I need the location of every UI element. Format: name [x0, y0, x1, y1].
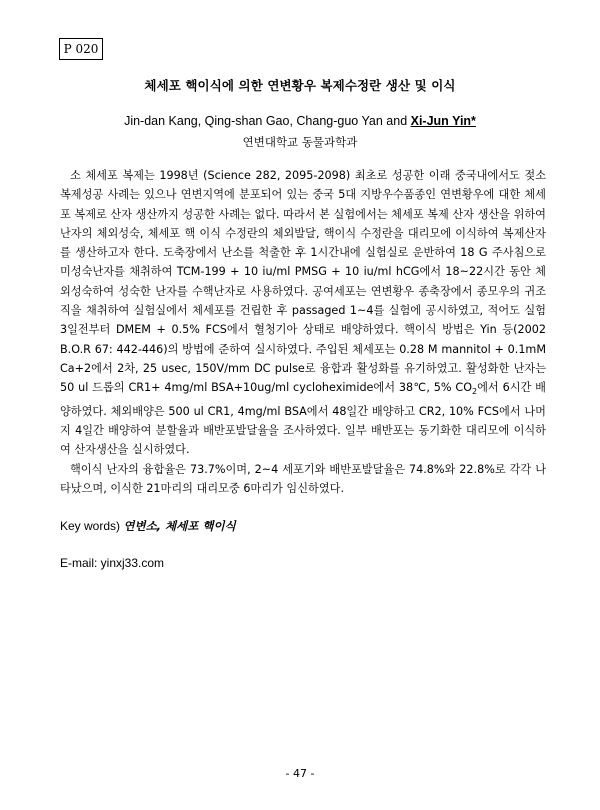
paper-title: 체세포 핵이식에 의한 연변황우 복제수정란 생산 및 이식: [144, 78, 456, 93]
abstract-p1-rest: 에서 6시간 배양하였다. 체외배양은 500 ul CR1, 4mg/ml BSA에서 48일간 배양하고 CR2, 10% FCS에서 나머지 4일간 배양하여 분할율과 배반포발달율을 조사하였다. 일부 배반포는 동기화한 대리모에 이식하여 산자생산을 실시하였다.: [60, 381, 546, 457]
co2-subscript: 2: [472, 387, 478, 397]
keywords-terms: 연변소, 체세포 핵이식: [123, 519, 236, 533]
author-list: [0, 114, 600, 128]
keywords-label: Key words): [60, 519, 124, 533]
abstract-paragraph-1: [60, 166, 546, 460]
keywords-line: [60, 518, 236, 534]
affiliation: 연변대학교 동물과학과: [242, 135, 358, 149]
abstract-body: [60, 166, 546, 498]
authors-main: Jin-dan Kang, Qing-shan Gao, Chang-guo Yan and: [124, 114, 411, 128]
abstract-code-box: P 020: [59, 38, 103, 60]
page-number: - 47 -: [285, 767, 315, 780]
abstract-paragraph-2: 핵이식 난자의 융합율은 73.7%이며, 2~4 세포기와 배반포발달율은 74.8%와 22.8%로 각각 나타났으며, 이식한 21마리의 대리모중 6마리가 임신하였다.: [60, 462, 546, 495]
email-line: E-mail: yinxj33.com: [60, 556, 165, 570]
abstract-p1-text: 소 체세포 복제는 1998년 (Science 282, 2095-2098) 최초로 성공한 이래 중국내에서도 젖소 복제성공 사례는 있으나 연변지역에 분포되어 있는 중국 5대 지방우수품종인 연변황우에 대한 체세포 복제로 산자 생산까지 성공한 사례는 없다. 따라서 본 실험에서는 체세포 복제 산자 생산을 위하여 난자의 체외성숙, 체세포 핵 이식 수정란의 체외발달, 핵이식 수정란을 대리모에 이식하여 복제산자를 생산하고자 한다. 도축장에서 난소를 척출한 후 1시간내에 실험실로 운반하여 18 G 주사침으로 미성숙난자를 채취하여 TCM-199 + 10 iu/ml PMSG + 10 iu/ml hCG에서 18~22시간 동안 체외성숙하여 성숙한 난자를 수핵난자로 사용하였다. 공여세포는 연변황우 종축장에서 종모우의 귀조직을 채취하여 실험실에서 체세포를 건립한 후 passaged 1~4를 실험에 공시하였고, 적어도 실험 3일전부터 DMEM + 0.5% FCS에서 혈청기아 상태로 배양하였다. 핵이식 방법은 Yin 등(2002 B.O.R 67: 442-446)의 방법에 준하여 실시하였다. 주입된 체세포는 0.28 M mannitol + 0.1mM Ca+2에서 2차, 25 usec, 150V/mm DC pulse로 융합과 활성화를 유기하였고. 활성화한 난자는 50 ul 드롭의 CR1+ 4mg/ml BSA+10ug/ml cycloheximide에서 38℃, 5% CO: [60, 169, 546, 395]
corresponding-author: Xi-Jun Yin*: [410, 114, 476, 128]
